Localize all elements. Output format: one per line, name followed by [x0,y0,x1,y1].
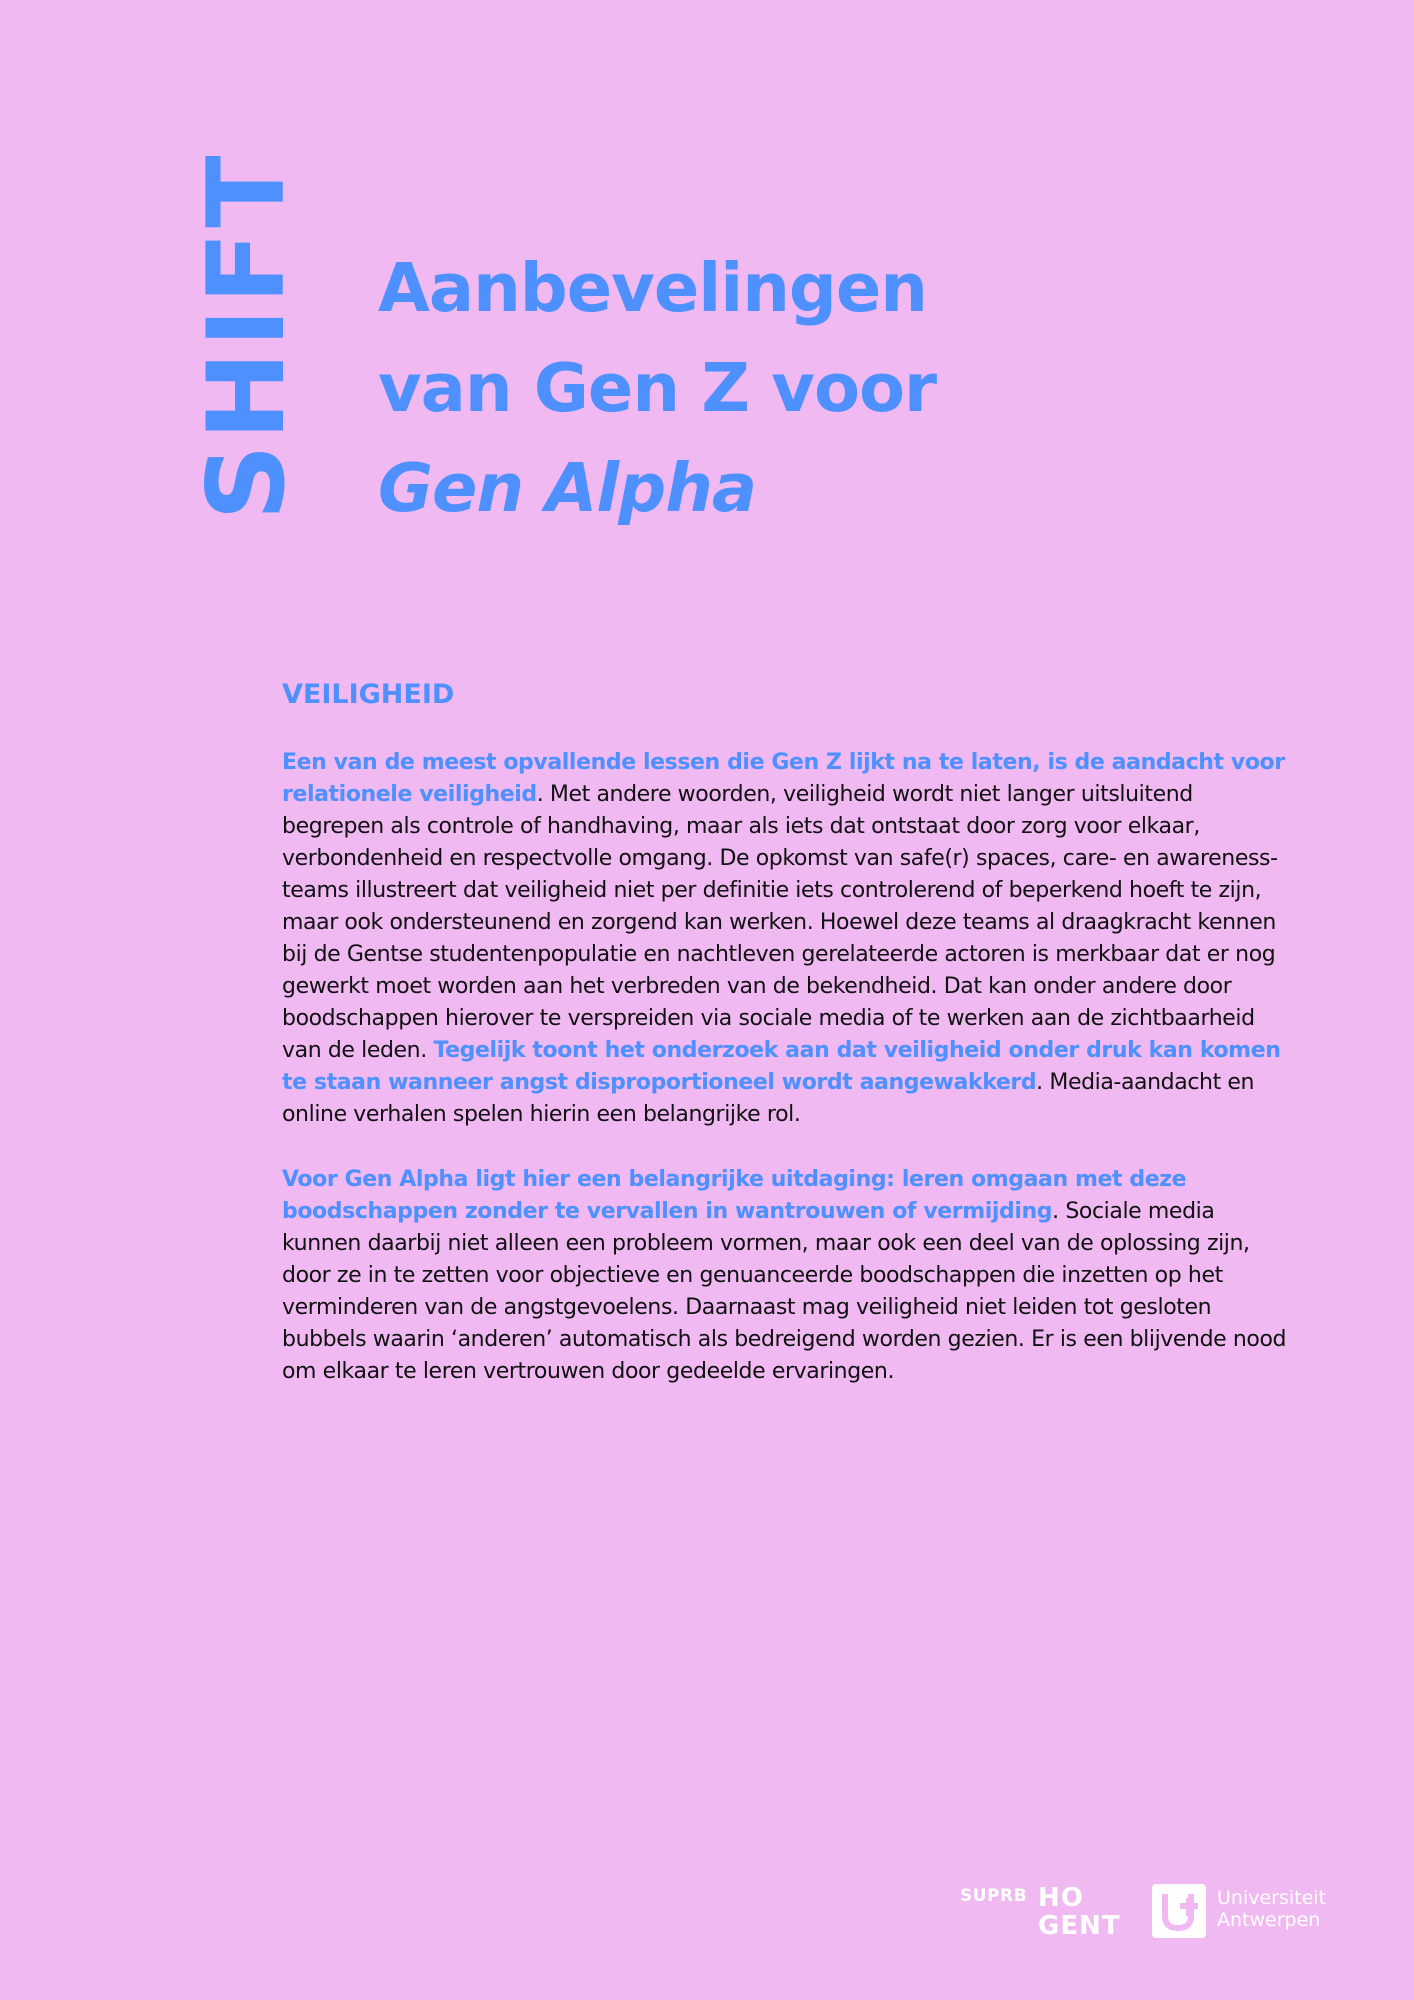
ua-monogram-icon [1152,1884,1206,1938]
hogent-logo-line-1: HO [1038,1883,1084,1913]
hogent-logo-line-2: GENT [1038,1911,1121,1941]
paragraph-1-highlight-2: Tegelijk toont het onderzoek aan dat veiligheid onder druk kan komen te staan wanneer angst disproportioneel wordt aangewakkerd [282,1038,1281,1095]
paragraph-2 [282,1164,1292,1388]
uantwerpen-logo-text [1217,1887,1326,1931]
title-line-2: van Gen Z voor [378,349,937,427]
uantwerpen-logo-line-1: Universiteit [1217,1887,1327,1909]
page-title [378,238,1278,538]
shift-vertical-logo [185,140,308,532]
suprb-logo: SUPRB [960,1886,1028,1906]
paragraph-1-highlight-1: Een van de meest opvallende lessen die Gen Z lijkt na te laten, is de aandacht voor relationele veiligheid [282,750,1285,807]
partner-logos [958,1882,1348,1942]
paragraph-2-text-1: . Sociale media kunnen daarbij niet alleen een probleem vormen, maar ook een deel van de oplossing zijn, door ze in te zetten voor objectieve en genuanceerde boodschappen die inzetten op het verminderen van de angstgevoelens. Daarnaast mag veiligheid niet leiden tot gesloten bubbels waarin ‘anderen’ automatisch als bedreigend worden gezien. Er is een blijvende nood om elkaar te leren vertrouwen door gedeelde ervaringen. [282,1199,1287,1384]
section-heading: VEILIGHEID [282,679,455,710]
section-veiligheid [282,675,1292,1421]
paragraph-1-text-2: . Media-aandacht en online verhalen spelen hierin een belangrijke rol. [282,1070,1255,1127]
title-line-1: Aanbevelingen [378,249,928,327]
hogent-logo [1038,1884,1121,1940]
shift-logo-text: SHIFT [185,151,308,521]
paragraph-1 [282,747,1292,1131]
paragraph-2-highlight-1: Voor Gen Alpha ligt hier een belangrijke uitdaging: leren omgaan met deze boodschappen zonder te vervallen in wantrouwen of vermijding [282,1167,1187,1224]
uantwerpen-logo-line-2: Antwerpen [1217,1909,1321,1931]
title-line-3: Gen Alpha [378,449,757,527]
paragraph-1-text-1: . Met andere woorden, veiligheid wordt niet langer uitsluitend begrepen als controle of handhaving, maar als iets dat ontstaat door zorg voor elkaar, verbondenheid en respectvolle omgang. De opkomst van safe(r) spaces, care- en awareness-teams illustreert dat veiligheid niet per definitie iets controlerend of beperkend hoeft te zijn, maar ook ondersteunend en zorgend kan werken. Hoewel deze teams al draagkracht kennen bij de Gentse studentenpopulatie en nachtleven gerelateerde actoren is merkbaar dat er nog gewerkt moet worden aan het verbreden van de bekendheid. Dat kan onder andere door boodschappen hierover te verspreiden via sociale media of te werken aan de zichtbaarheid van de leden. [282,782,1278,1063]
